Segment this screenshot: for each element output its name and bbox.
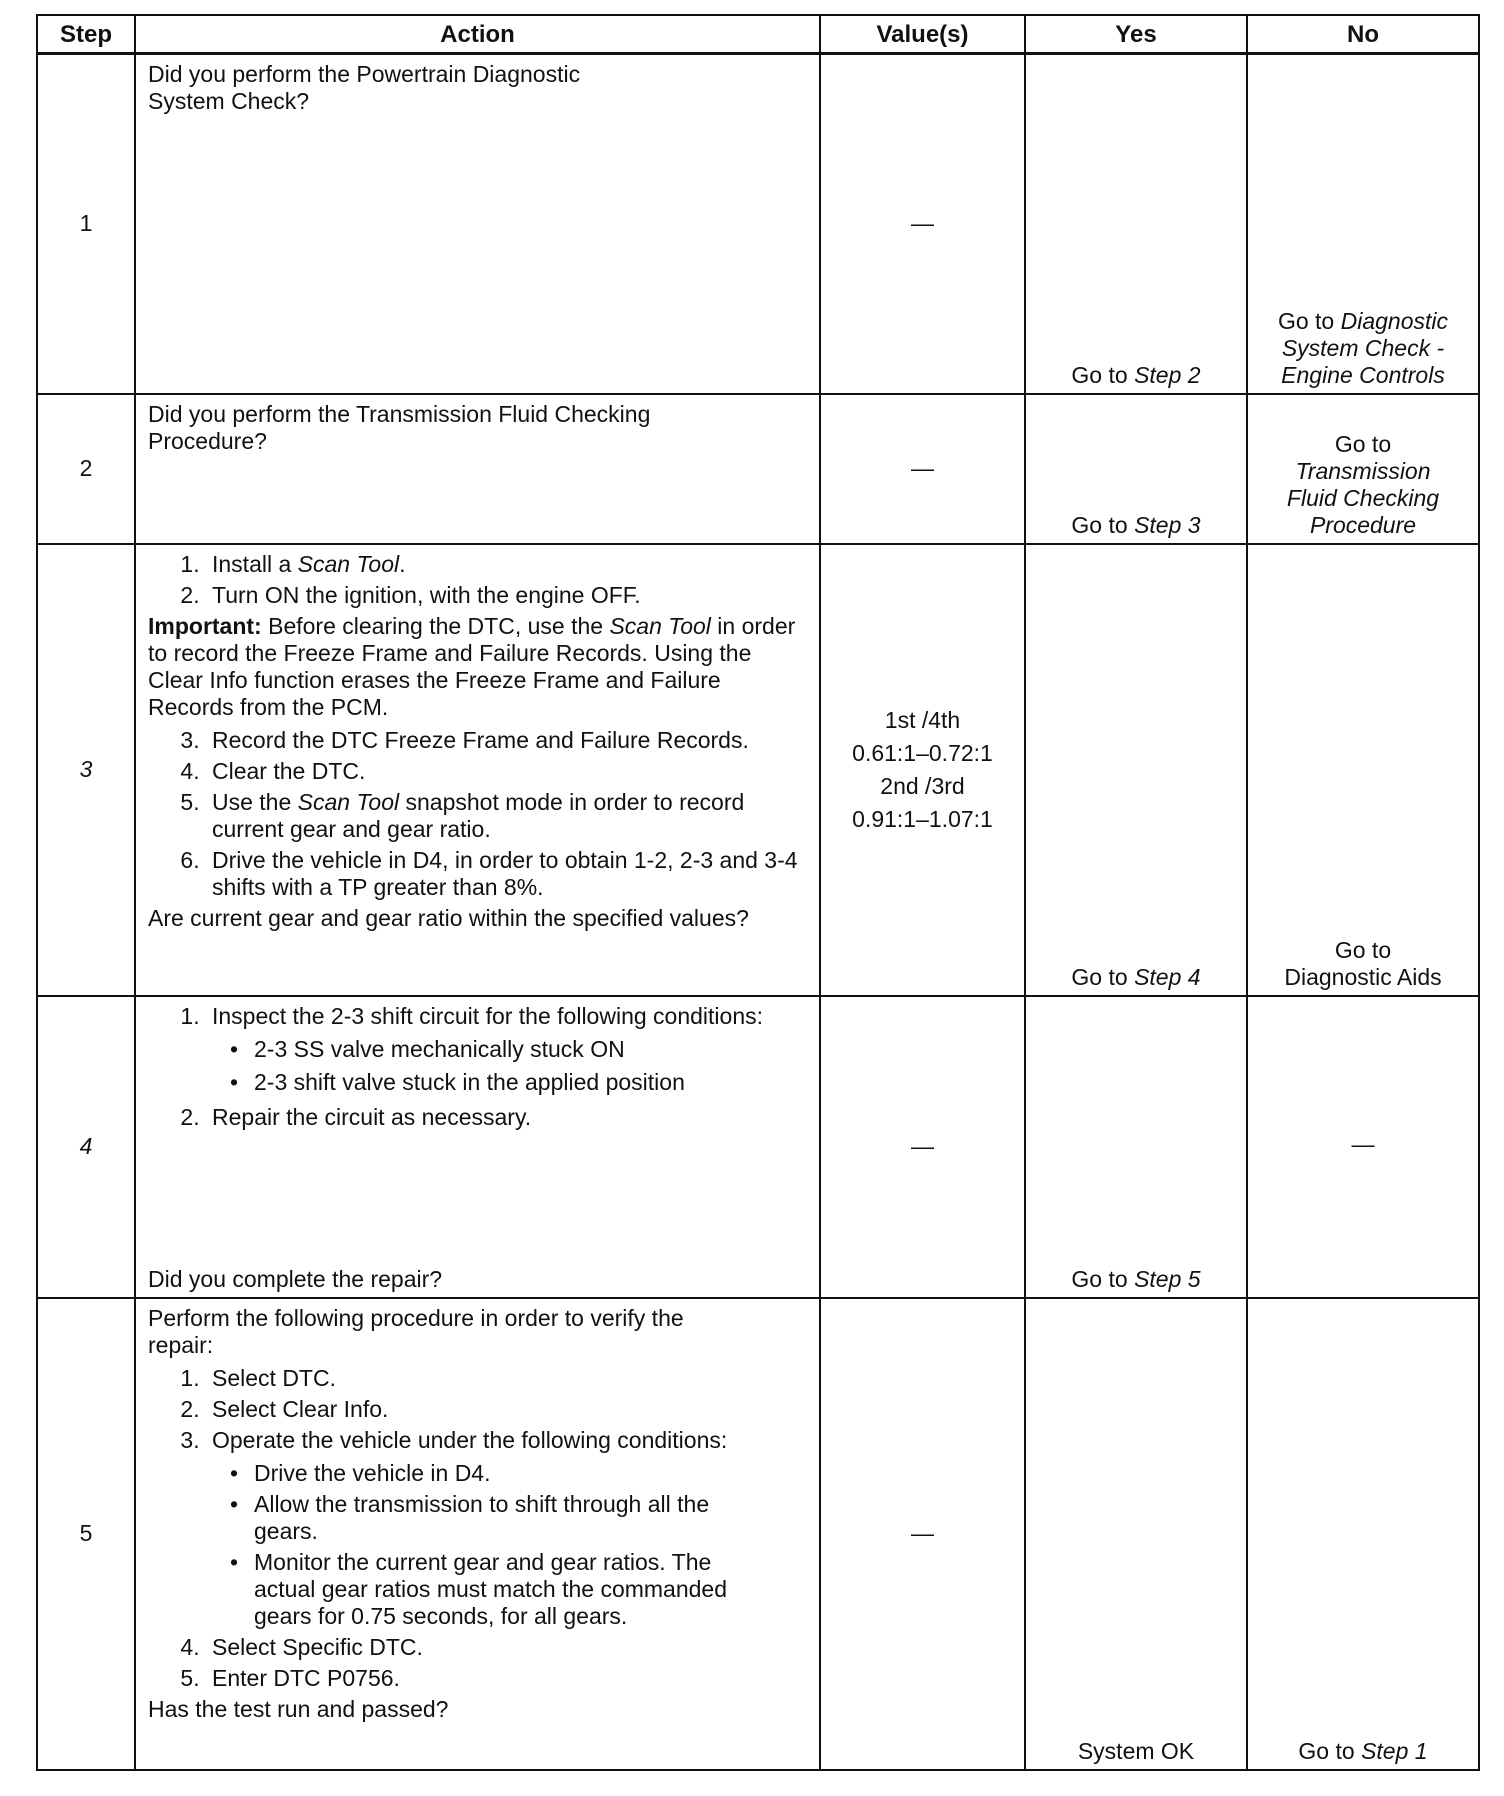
step-number: 4 (37, 996, 135, 1298)
value-line: 2nd /3rd (880, 772, 965, 799)
list-item: 5. Enter DTC P0756. (206, 1665, 809, 1692)
no-link[interactable]: Diagnostic System Check - Engine Controls (1281, 307, 1449, 388)
header-action: Action (135, 15, 820, 54)
bullet-list (212, 1036, 766, 1096)
no-prefix: Go to (1298, 1737, 1362, 1764)
bullet-item: • Monitor the current gear and gear ratios. The actual gear ratios must match the commanded gears for 0.75 seconds, for all gears. (248, 1549, 768, 1630)
no-cell (1247, 544, 1479, 996)
table-row (37, 394, 1479, 544)
bullet-item: • 2-3 SS valve mechanically stuck ON (248, 1036, 766, 1063)
yes-link[interactable]: Step 5 (1134, 1265, 1201, 1292)
action-intro: Perform the following procedure in order to verify the repair: (148, 1304, 684, 1358)
value-cell: — (820, 996, 1025, 1298)
list-item: 4. Clear the DTC. (206, 758, 809, 785)
action-steps-a (148, 551, 809, 609)
action-cell (135, 54, 820, 394)
value-cell (820, 544, 1025, 996)
action-steps-b (148, 1634, 809, 1692)
action-question: Did you perform the Transmission Fluid Checking Procedure? (148, 400, 651, 454)
table-row (37, 544, 1479, 996)
action-cell (135, 394, 820, 544)
table-row (37, 996, 1479, 1298)
action-question: Has the test run and passed? (148, 1695, 449, 1722)
list-item: 6. Drive the vehicle in D4, in order to obtain 1-2, 2-3 and 3-4 shifts with a TP greater than 8%. (206, 847, 809, 901)
value-line: 0.91:1–1.07:1 (852, 805, 993, 832)
no-prefix: Go to (1334, 430, 1392, 457)
value-line: 1st /4th (884, 706, 961, 733)
yes-link[interactable]: Step 3 (1134, 511, 1201, 538)
yes-prefix: Go to (1071, 511, 1135, 538)
action-question: Did you perform the Powertrain Diagnostic System Check? (148, 61, 581, 114)
list-item: 2. Repair the circuit as necessary. (206, 1104, 766, 1131)
no-link[interactable]: Diagnostic Aids (1284, 963, 1442, 990)
list-item: 3. Record the DTC Freeze Frame and Failure Records. (206, 727, 809, 754)
action-steps (148, 1003, 766, 1139)
list-item: 1. Select DTC. (206, 1365, 809, 1392)
list-item: 1. Inspect the 2-3 shift circuit for the following conditions: • 2-3 SS valve mechanically stuck ON • 2-3 shift valve stuck in the applied position (206, 1003, 766, 1096)
no-cell: — (1247, 996, 1479, 1298)
yes-link[interactable]: Step 2 (1134, 361, 1201, 388)
action-cell (135, 544, 820, 996)
action-steps-a (148, 1365, 809, 1630)
header-values: Value(s) (820, 15, 1025, 54)
step-number: 3 (37, 544, 135, 996)
value-line: 0.61:1–0.72:1 (852, 739, 993, 766)
diagnostic-table (36, 14, 1480, 1771)
no-cell (1247, 54, 1479, 394)
list-item: 3. Operate the vehicle under the following conditions: • Drive the vehicle in D4. • Allow the transmission to shift through all the gears. • Monitor the current gear and gear ratios. The actual gear ratios must match the commanded gears for 0.75 seconds, for all gears. (206, 1427, 809, 1630)
action-question: Are current gear and gear ratio within the specified values? (148, 904, 749, 931)
step-number: 1 (37, 54, 135, 394)
table-row (37, 54, 1479, 394)
list-item: 2. Select Clear Info. (206, 1396, 809, 1423)
yes-cell: System OK (1025, 1298, 1247, 1770)
value-cell: — (820, 394, 1025, 544)
no-cell (1247, 1298, 1479, 1770)
action-steps-b (148, 727, 809, 901)
yes-prefix: Go to (1071, 1265, 1135, 1292)
bullet-item: • 2-3 shift valve stuck in the applied position (248, 1069, 766, 1096)
no-link[interactable]: Step 1 (1361, 1737, 1428, 1764)
step-number: 5 (37, 1298, 135, 1770)
header-step: Step (37, 15, 135, 54)
no-prefix: Go to (1277, 307, 1341, 334)
action-cell (135, 1298, 820, 1770)
list-item: 4. Select Specific DTC. (206, 1634, 809, 1661)
value-cell: — (820, 54, 1025, 394)
bullet-list (212, 1460, 768, 1630)
action-cell (135, 996, 820, 1298)
yes-cell (1025, 54, 1247, 394)
header-yes: Yes (1025, 15, 1247, 54)
action-question: Did you complete the repair? (148, 1265, 443, 1292)
yes-prefix: Go to (1071, 361, 1135, 388)
list-item: 1. Install a Scan Tool. (206, 551, 809, 578)
important-label: Important: (148, 612, 262, 639)
yes-cell (1025, 394, 1247, 544)
header-no: No (1247, 15, 1479, 54)
list-item: 5. Use the Scan Tool snapshot mode in order to record current gear and gear ratio. (206, 789, 809, 843)
yes-link[interactable]: Step 4 (1134, 963, 1201, 990)
value-cell: — (820, 1298, 1025, 1770)
list-item: 2. Turn ON the ignition, with the engine OFF. (206, 582, 809, 609)
bullet-item: • Drive the vehicle in D4. (248, 1460, 768, 1487)
bullet-item: • Allow the transmission to shift through all the gears. (248, 1491, 724, 1545)
table-row (37, 1298, 1479, 1770)
yes-cell (1025, 996, 1247, 1298)
step-number: 2 (37, 394, 135, 544)
header-row (37, 15, 1479, 54)
no-prefix: Go to (1334, 936, 1392, 963)
no-cell (1247, 394, 1479, 544)
yes-cell (1025, 544, 1247, 996)
important-note: Important: Before clearing the DTC, use the Scan Tool in order to record the Freeze Frame and Failure Records. Using the Clear Info function erases the Freeze Frame and Failure Records from the PCM. (148, 612, 796, 720)
yes-prefix: Go to (1071, 963, 1135, 990)
no-link[interactable]: Transmission Fluid Checking Procedure (1286, 457, 1440, 538)
